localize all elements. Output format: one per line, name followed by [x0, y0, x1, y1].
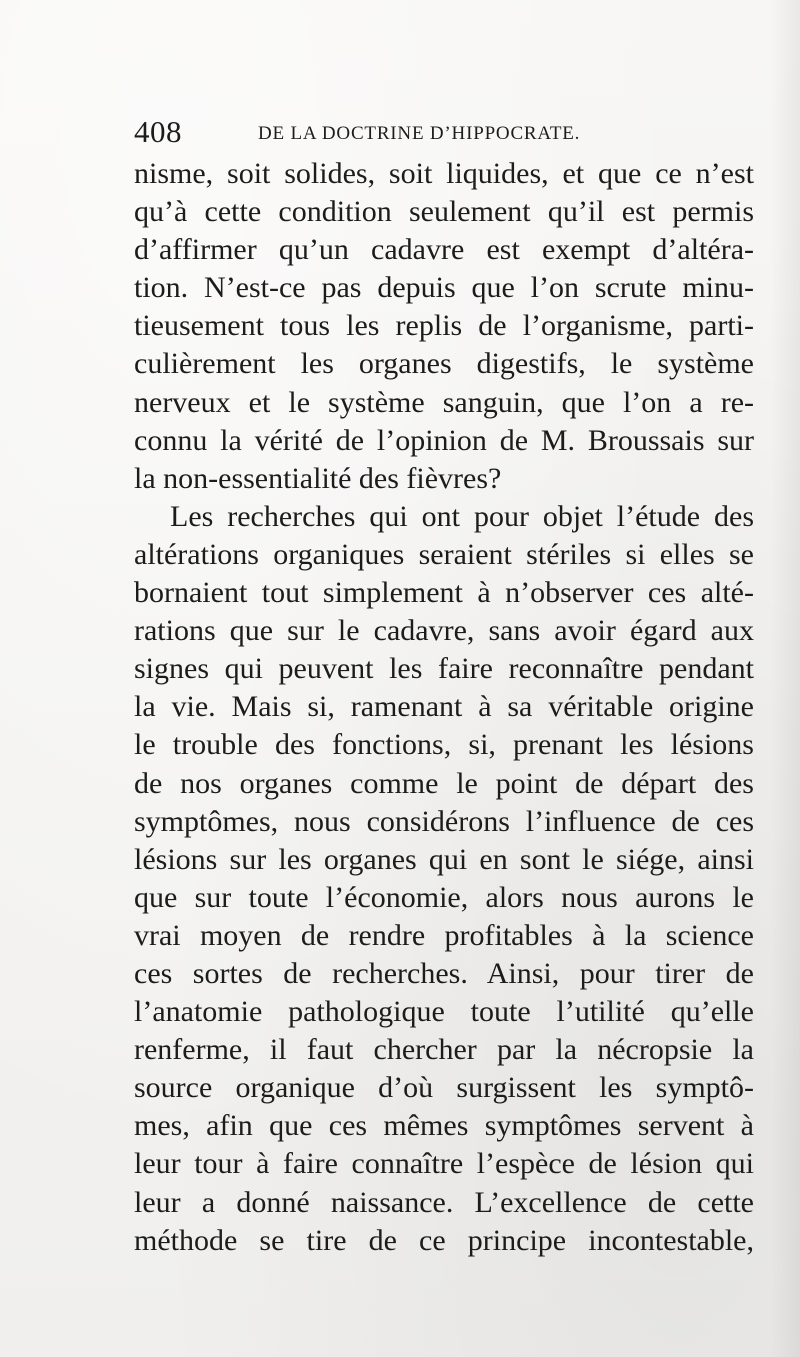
text-line: nerveux et le système sanguin, que l’on a re-: [134, 385, 754, 419]
body-text: [134, 155, 754, 1260]
text-line: la non-essentialité des fièvres?: [134, 461, 502, 495]
text-line: l’anatomie pathologique toute l’utilité qu’elle: [134, 995, 754, 1029]
text-line: connu la vérité de l’opinion de M. Broussais sur: [134, 423, 754, 457]
text-line: la vie. Mais si, ramenant à sa véritable origine: [134, 690, 754, 724]
text-line: renferme, il faut chercher par la nécropsie la: [134, 1033, 754, 1067]
text-line: bornaient tout simplement à n’observer ces alté-: [134, 576, 754, 610]
page-edge-shadow: [770, 0, 800, 1357]
text-line: mes, afin que ces mêmes symptômes servent à: [134, 1109, 754, 1143]
text-line: que sur toute l’économie, alors nous aurons le: [134, 880, 754, 914]
text-line: Les recherches qui ont pour objet l’étude des: [170, 499, 754, 533]
text-line: le trouble des fonctions, si, prenant les lésions: [134, 728, 754, 762]
text-line: méthode se tire de ce principe incontestable,: [134, 1223, 754, 1257]
text-line: ces sortes de recherches. Ainsi, pour tirer de: [134, 956, 754, 990]
text-line: culièrement les organes digestifs, le système: [134, 347, 754, 381]
text-line: de nos organes comme le point de départ des: [134, 766, 754, 800]
text-line: tion. N’est-ce pas depuis que l’on scrute minu-: [134, 271, 754, 305]
text-line: source organique d’où surgissent les symptô-: [134, 1071, 754, 1105]
text-line: leur a donné naissance. L’excellence de cette: [134, 1185, 754, 1219]
text-line: altérations organiques seraient stériles si elles se: [134, 537, 754, 571]
text-line: vrai moyen de rendre profitables à la science: [134, 918, 754, 952]
text-line: symptômes, nous considérons l’influence de ces: [134, 804, 754, 838]
paragraph-1: [134, 155, 754, 498]
text-line: lésions sur les organes qui en sont le siége, ainsi: [134, 842, 754, 876]
text-line: tieusement tous les replis de l’organisme, parti-: [134, 309, 754, 343]
text-line: qu’à cette condition seulement qu’il est permis: [134, 195, 754, 229]
text-line: d’affirmer qu’un cadavre est exempt d’altéra-: [134, 233, 754, 267]
page-number: 408: [134, 114, 182, 149]
text-line: nisme, soit solides, soit liquides, et que ce n’est: [134, 157, 754, 190]
text-line: rations que sur le cadavre, sans avoir égard aux: [134, 614, 754, 648]
running-head: DE LA DOCTRINE D’HIPPOCRATE.: [258, 123, 581, 144]
paragraph-2: [134, 498, 754, 1260]
page-header: [134, 112, 754, 152]
text-line: leur tour à faire connaître l’espèce de lésion qui: [134, 1147, 754, 1181]
text-line: signes qui peuvent les faire reconnaître pendant: [134, 652, 754, 686]
